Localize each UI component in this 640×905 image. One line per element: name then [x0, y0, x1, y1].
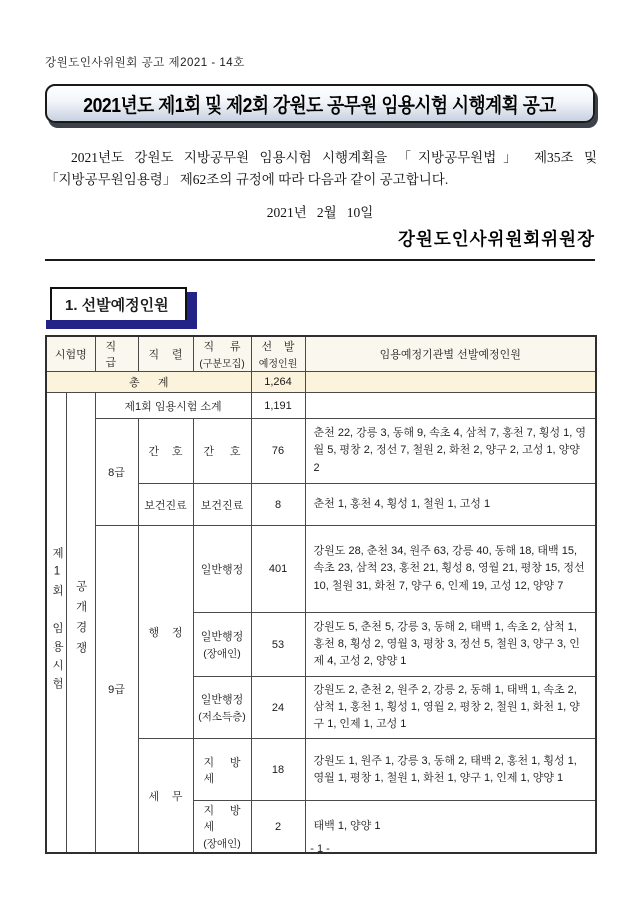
grand-total-value: 1,264: [251, 372, 305, 393]
recruit-type-vertical-cell: [66, 393, 95, 854]
jikryu-label: 간 호: [203, 446, 241, 458]
header-jikryu-label: 직 류: [203, 341, 241, 353]
count-cell: 8: [251, 484, 305, 526]
header-regions-label: 임용예정기관별 선발예정인원: [379, 349, 521, 361]
regions-cell: 강원도 5, 춘천 5, 강릉 3, 동해 2, 태백 1, 속초 2, 삼척 1, 홍천 8, 횡성 2, 영월 3, 평창 3, 정선 5, 철원 3, 양구 3, 인제 4, 고성 2, 양양 1: [305, 613, 596, 677]
regions-cell: 태백 1, 양양 1: [305, 801, 596, 854]
count-cell: 53: [251, 613, 305, 677]
count-cell: 18: [251, 739, 305, 801]
selection-plan-table: [45, 335, 597, 854]
row-grand-total: [46, 372, 596, 393]
table-row-general-admin: [46, 526, 596, 613]
jikryu-cell: 일반행정: [193, 526, 251, 613]
jikryu-cell: [193, 677, 251, 739]
subtotal-value: 1,191: [251, 393, 305, 419]
announcement-title-box: [45, 84, 595, 123]
grand-total-label: 총 계: [46, 372, 251, 393]
series-nurse-label: 간 호: [148, 446, 183, 458]
regions-cell: 춘천 22, 강릉 3, 동해 9, 속초 4, 삼척 7, 홍천 7, 횡성 1, 영월 5, 평창 2, 정선 7, 철원 2, 화천 2, 양구 2, 고성 1, 양양 2: [305, 419, 596, 484]
header-regions: [305, 336, 596, 372]
header-jikryu-sublabel: (구분모집): [199, 359, 245, 370]
recruit-type-vertical-text: 공개경쟁: [74, 580, 87, 663]
announcement-date: 2021년 2월 10일: [266, 205, 374, 220]
page-number: - 1 -: [310, 843, 330, 855]
section-title: 1. 선발예정인원: [65, 297, 169, 314]
header-count-label2: 예정인원: [258, 359, 298, 370]
exam-name-vertical-text: 제1회 임용시험: [51, 546, 63, 696]
body-line-2: 「지방공무원임용령」 제62조의 규정에 따라 다음과 같이 공고합니다.: [45, 172, 449, 187]
table-row-nurse: [46, 419, 596, 484]
regions-cell: 춘천 1, 홍천 4, 횡성 1, 철원 1, 고성 1: [305, 484, 596, 526]
doc-number: 강원도인사위원회 공고 제2021 - 14호: [45, 57, 245, 69]
header-exam-name: [46, 336, 95, 372]
regions-cell: 강원도 2, 춘천 2, 원주 2, 강릉 2, 동해 1, 태백 1, 속초 2, 삼척 1, 홍천 1, 횡성 1, 영월 2, 평창 2, 철원 1, 화천 1, 양구 1, 인제 1, 고성 1: [305, 677, 596, 739]
section-title-box: [50, 287, 187, 322]
series-admin-cell: [138, 526, 193, 739]
header-grade: [95, 336, 138, 372]
jikryu-label: 일반행정: [200, 631, 244, 643]
count-cell: 2: [251, 801, 305, 854]
exam-name-vertical-cell: [46, 393, 66, 854]
row-subtotal: [46, 393, 596, 419]
header-series-label: 직 렬: [148, 349, 183, 361]
jikryu-cell: [193, 739, 251, 801]
jikryu-cell: [193, 419, 251, 484]
table-header-row: [46, 336, 596, 372]
count-cell: 76: [251, 419, 305, 484]
regions-cell: 강원도 1, 원주 1, 강릉 3, 동해 2, 태백 2, 홍천 1, 횡성 1, 영월 1, 평창 1, 철원 1, 화천 1, 양구 1, 인제 1, 양양 1: [305, 739, 596, 801]
grand-total-regions-empty: [305, 372, 596, 393]
announcement-title: 2021년도 제1회 및 제2회 강원도 공무원 임용시험 시행계획 공고: [83, 95, 557, 117]
series-tax-cell: [138, 739, 193, 854]
signer-name: 강원도인사위원회위원장: [398, 229, 595, 249]
series-admin-label: 행 정: [148, 627, 183, 640]
subtotal-label: 제1회 임용시험 소계: [95, 393, 251, 419]
count-cell: 401: [251, 526, 305, 613]
count-cell: 24: [251, 677, 305, 739]
jikryu-sublabel: (장애인): [203, 838, 241, 851]
grade-8-cell: 8급: [95, 419, 138, 526]
subtotal-regions-empty: [305, 393, 596, 419]
header-series: [138, 336, 193, 372]
series-nurse-cell: [138, 419, 193, 484]
header-count-label1: 선 발: [261, 341, 295, 353]
jikryu-cell: 보건진료: [193, 484, 251, 526]
series-health-cell: 보건진료: [138, 484, 193, 526]
body-paragraph: [45, 147, 597, 191]
body-line-1: 2021년도 강원도 지방공무원 임용시험 시행계획을 「지방공무원법」 제35조 및: [71, 150, 597, 165]
jikryu-label: 지 방 세: [203, 805, 241, 834]
header-exam-name-label: 시험명: [54, 349, 87, 361]
regions-cell: 강원도 28, 춘천 34, 원주 63, 강릉 40, 동해 18, 태백 15, 속초 23, 삼척 23, 홍천 21, 횡성 8, 영월 21, 평창 15, 정선 10, 철원 31, 화천 7, 양구 6, 인제 19, 고성 12, 양양 7: [305, 526, 596, 613]
jikryu-label: 일반행정: [200, 694, 244, 707]
jikryu-cell: [193, 613, 251, 677]
grade-9-cell: 9급: [95, 526, 138, 854]
header-grade-label: 직 급: [105, 341, 117, 369]
jikryu-sublabel: (장애인): [203, 648, 241, 660]
series-tax-label: 세 무: [148, 790, 183, 803]
jikryu-label: 지 방 세: [203, 756, 241, 785]
jikryu-sublabel: (저소득층): [198, 711, 246, 724]
header-count: [251, 336, 305, 372]
header-jikryu: [193, 336, 251, 372]
divider-line: [45, 259, 595, 261]
